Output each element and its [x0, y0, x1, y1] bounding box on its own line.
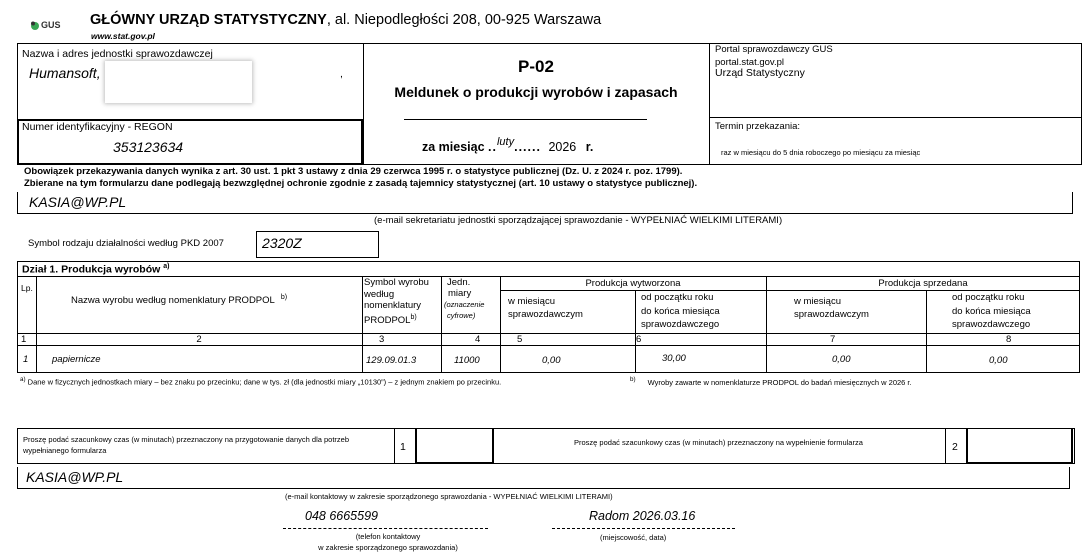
col-header-made-ytd — [641, 291, 720, 332]
row-made-month[interactable]: 0,00 — [542, 355, 561, 366]
col-header-unit-line-2: miary — [448, 288, 472, 299]
col-header-lp: Lp. — [21, 283, 33, 293]
pkd-value: 2320Z — [262, 235, 302, 251]
col-header-sold-month — [794, 295, 869, 321]
sold-month-line-2: sprawozdawczym — [794, 309, 869, 320]
form-title: Meldunek o produkcji wyrobów i zapasach — [394, 84, 678, 100]
col-header-name-note: b) — [280, 294, 288, 301]
made-ytd-line-2: do końca miesiąca — [641, 305, 720, 317]
regon-value: 353123634 — [113, 139, 184, 155]
time-q2-field[interactable] — [966, 428, 1073, 464]
org-website: www.stat.gov.pl — [91, 31, 155, 41]
footnote-a-text: Dane w fizycznych jednostkach miary – bez znaku po przecinku; dane w tys. zł (dla jednostki miary „10130”) – z jednym znakiem po przecinku. — [27, 377, 502, 387]
footnote-b — [630, 376, 912, 387]
col-number: 4 — [475, 334, 481, 345]
email-secretariat-field[interactable] — [17, 192, 1073, 214]
unit-comma: , — [340, 68, 343, 80]
contact-email-caption: (e-mail kontaktowy w zakresie sporządzonego sprawozdania - WYPEŁNIAĆ WIELKIMI LITERAMI) — [285, 492, 613, 501]
made-month-line-1: w miesiącu — [508, 296, 555, 307]
row-lp: 1 — [23, 354, 29, 365]
col-number: 6 — [636, 334, 642, 345]
section-title-text: Dział 1. Produkcja wyrobów — [22, 263, 161, 276]
sold-ytd-line-3: sprawozdawczego — [952, 319, 1031, 330]
year-value: 2026 — [548, 140, 577, 154]
col-header-sold-ytd — [952, 291, 1031, 332]
col-header-unit-line-1: Jedn. — [447, 277, 471, 288]
footnote-a-mark: a) — [20, 376, 26, 383]
obligation-line-2: Zbierane na tym formularzu dane podlegają bezwzględnej ochronie zgodnie z zasadą tajemnicy statystycznej (art. 10 ustawy o statystyce publicznej). — [24, 178, 698, 189]
phone-caption-line-2: w zakresie sporządzonego sprawozdania) — [318, 543, 458, 552]
gus-logo — [30, 17, 64, 35]
month-value: luty — [496, 136, 515, 148]
made-ytd-line-1: od początku roku — [641, 292, 714, 303]
time-q1-field[interactable] — [415, 428, 494, 464]
form-period: za miesiąc ..luty...... 2026 r. — [422, 136, 594, 154]
col-header-prod-made: Produkcja wytworzona — [585, 278, 681, 289]
col-number: 7 — [830, 334, 836, 345]
col-header-symbol-line-1: Symbol wyrobu — [364, 277, 429, 288]
pkd-label: Symbol rodzaju działalności według PKD 2007 — [28, 238, 224, 249]
row-sold-month[interactable]: 0,00 — [832, 354, 851, 365]
place-date-caption: (miejscowość, data) — [600, 533, 667, 542]
section-title-note: a) — [163, 263, 170, 270]
col-number: 5 — [517, 334, 523, 345]
row-sold-ytd[interactable]: 0,00 — [989, 355, 1008, 366]
made-month-line-2: sprawozdawczym — [508, 309, 583, 320]
col-header-symbol — [364, 277, 429, 326]
time-q1-text: Proszę podać szacunkowy czas (w minutach) przeznaczony na przygotowanie danych dla potrzeb wypełnianego formularza — [23, 435, 350, 455]
col-header-name — [71, 294, 287, 306]
portal-org: Urząd Statystyczny — [715, 67, 805, 79]
deadline-value: raz w miesiącu do 5 dnia roboczego po miesiącu za miesiąc — [721, 148, 921, 157]
footnote-b-text: Wyroby zawarte w nomenklaturze PRODPOL do badań miesięcznych w 2026 r. — [647, 377, 912, 387]
col-header-prod-sold: Produkcja sprzedana — [878, 278, 968, 289]
phone-caption — [283, 531, 493, 553]
col-number: 2 — [196, 334, 202, 345]
time-q2-text: Proszę podać szacunkowy czas (w minutach) przeznaczony na wypełnienie formularza — [574, 438, 863, 447]
col-header-symbol-line-3: nomenklatury — [364, 300, 422, 311]
place-date-value[interactable]: Radom 2026.03.16 — [589, 509, 696, 523]
sold-month-line-1: w miesiącu — [794, 296, 841, 307]
footnote-b-mark: b) — [630, 376, 636, 383]
col-header-unit-line-4: cyfrowe) — [447, 311, 476, 320]
contact-email-value: KASIA@WP.PL — [26, 469, 124, 485]
col-header-symbol-note: b) — [410, 313, 417, 321]
col-number: 8 — [1006, 334, 1012, 345]
month-prefix: za miesiąc — [422, 140, 485, 154]
sold-ytd-line-2: do końca miesiąca — [952, 305, 1031, 317]
row-unit[interactable]: 11000 — [454, 355, 480, 366]
gus-logo-text: GUS — [41, 20, 61, 30]
made-ytd-line-3: sprawozdawczego — [641, 319, 720, 330]
org-header — [90, 12, 601, 28]
regon-label: Numer identyfikacyjny - REGON — [22, 121, 173, 133]
row-symbol[interactable]: 129.09.01.3 — [366, 355, 417, 366]
year-suffix: r. — [585, 140, 594, 154]
form-code: P-02 — [518, 57, 554, 76]
col-header-name-text: Nazwa wyrobu według nomenklatury PRODPOL — [71, 295, 275, 307]
unit-label: Nazwa i adres jednostki sprawozdawczej — [22, 48, 213, 60]
gus-logo-icon — [30, 20, 40, 32]
row-made-ytd[interactable]: 30,00 — [662, 353, 686, 364]
portal-url[interactable]: portal.stat.gov.pl — [715, 57, 785, 68]
unit-name: Humansoft, — [29, 65, 101, 81]
deadline-label: Termin przekazania: — [715, 121, 801, 132]
sold-ytd-line-1: od początku roku — [952, 292, 1025, 303]
time-q2-num: 2 — [952, 441, 958, 453]
org-address: , al. Niepodległości 208, 00-925 Warszawa — [326, 12, 602, 28]
section-title — [22, 263, 169, 276]
phone-value[interactable]: 048 6665599 — [305, 509, 378, 523]
col-header-symbol-line-2: według — [364, 288, 395, 300]
row-name[interactable]: papiernicze — [52, 354, 101, 365]
phone-caption-line-1: (telefon kontaktowy — [355, 532, 421, 541]
contact-email-field[interactable] — [17, 467, 1070, 489]
org-name: GŁÓWNY URZĄD STATYSTYCZNY — [90, 12, 327, 28]
col-number: 3 — [379, 334, 385, 345]
col-header-unit — [444, 277, 485, 321]
portal-label: Portal sprawozdawczy GUS — [715, 44, 833, 55]
redacted-address — [105, 61, 252, 103]
obligation-line-1: Obowiązek przekazywania danych wynika z art. 30 ust. 1 pkt 3 ustawy z dnia 29 czerwca 1995 r. o statystyce publicznej (Dz. U. z 2024 r. poz. 1799). — [24, 166, 683, 177]
col-header-unit-line-3: (oznaczenie — [444, 300, 485, 309]
time-q1-num: 1 — [400, 441, 406, 453]
col-header-symbol-line-4: PRODPOL — [364, 314, 411, 326]
email-secretariat-value: KASIA@WP.PL — [29, 194, 127, 210]
col-number: 1 — [21, 334, 27, 345]
email-secretariat-caption: (e-mail sekretariatu jednostki sporządzającej sprawozdanie - WYPEŁNIAĆ WIELKIMI LITERAMI) — [374, 215, 783, 226]
footnote-a — [20, 376, 501, 387]
col-header-made-month — [508, 295, 583, 321]
